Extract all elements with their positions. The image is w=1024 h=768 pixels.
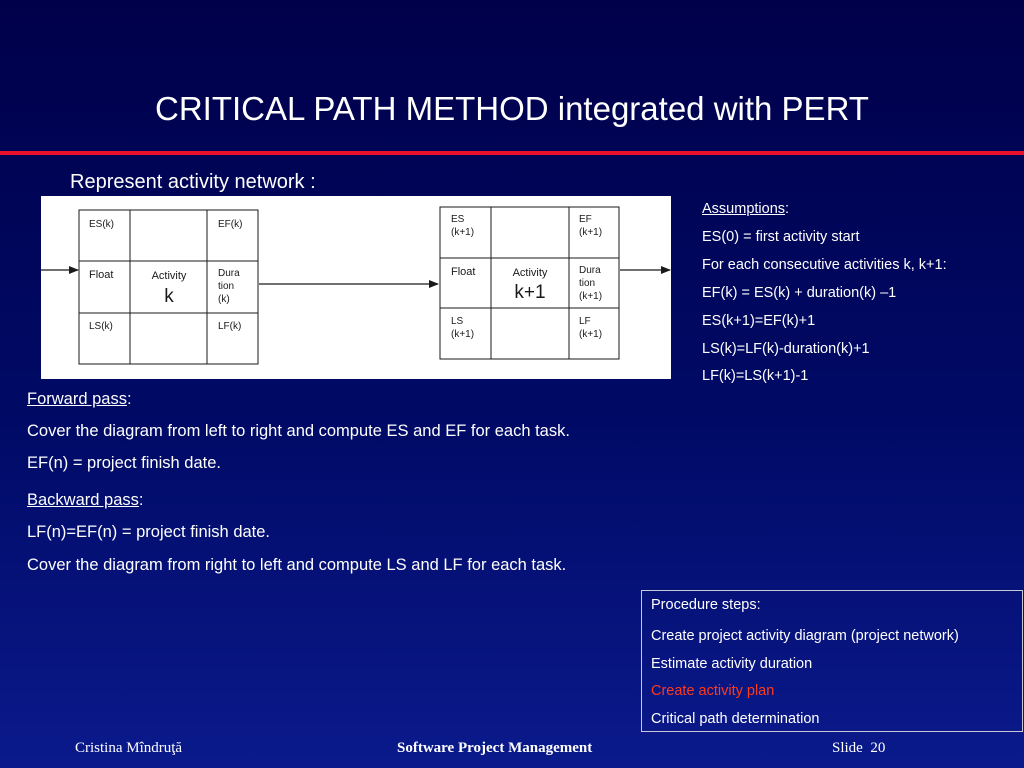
lf-k1-line2: (k+1) [579, 329, 603, 340]
forward-pass-heading [27, 390, 132, 409]
procedure-steps-box [641, 590, 1023, 732]
forward-pass-line: Cover the diagram from left to right and compute ES and EF for each task. [27, 422, 570, 440]
procedure-step: Estimate activity duration [651, 655, 813, 672]
footer-course-title: Software Project Management [397, 740, 593, 756]
assumptions-heading-text: Assumptions [702, 201, 786, 217]
footer-slide-label: Slide [832, 740, 863, 756]
assumption-line: LS(k)=LF(k)-duration(k)+1 [702, 341, 870, 357]
lf-k-label: LF(k) [218, 321, 242, 332]
activity-k1-label: Activity [512, 267, 548, 279]
assumption-line: ES(0) = first activity start [702, 229, 860, 245]
title-divider [0, 151, 1024, 155]
activity-k-label: Activity [151, 270, 187, 282]
backward-pass-heading [27, 491, 143, 510]
diagram-caption: Represent activity network : [70, 171, 316, 193]
forward-pass-line: EF(n) = project finish date. [27, 454, 221, 472]
ef-k1-line1: EF [579, 214, 592, 225]
procedure-step: Critical path determination [651, 710, 820, 727]
backward-pass-line: Cover the diagram from right to left and compute LS and LF for each task. [27, 556, 567, 574]
activity-k-node [79, 210, 258, 364]
activity-k-name: k [164, 286, 174, 307]
assumption-line: ES(k+1)=EF(k)+1 [702, 313, 816, 329]
footer-author: Cristina Mîndruţă [75, 740, 183, 756]
assumption-line: LF(k)=LS(k+1)-1 [702, 368, 809, 384]
es-k-label: ES(k) [89, 219, 114, 230]
duration-k-line3: (k) [218, 294, 230, 305]
assumptions-heading-colon: : [785, 201, 790, 217]
backward-pass-heading-colon: : [138, 491, 144, 509]
forward-pass-heading-text: Forward pass [27, 390, 127, 408]
slide-title: CRITICAL PATH METHOD integrated with PERT [155, 90, 869, 127]
duration-k1-line2: tion [579, 278, 596, 289]
ef-k-label: EF(k) [218, 219, 243, 230]
es-k1-line2: (k+1) [451, 227, 475, 238]
ls-k-label: LS(k) [89, 321, 113, 332]
footer-slide-value: 20 [870, 740, 886, 756]
es-k1-line1: ES [451, 214, 465, 225]
assumptions-heading [702, 201, 789, 217]
backward-pass-heading-text: Backward pass [27, 491, 139, 509]
activity-k1-name: k+1 [514, 282, 546, 303]
activity-network-diagram [41, 196, 671, 379]
duration-k-line1: Dura [218, 268, 240, 279]
procedure-step: Create project activity diagram (project network) [651, 628, 959, 644]
ef-k1-line2: (k+1) [579, 227, 603, 238]
activity-k1-node [440, 207, 619, 359]
assumption-line: EF(k) = ES(k) + duration(k) –1 [702, 285, 897, 301]
duration-k-line2: tion [218, 281, 235, 292]
footer-slide-number [832, 740, 885, 757]
assumption-line: For each consecutive activities k, k+1: [702, 257, 947, 273]
forward-pass-heading-colon: : [126, 390, 132, 408]
float-k-label: Float [89, 269, 114, 281]
ls-k1-line1: LS [451, 316, 464, 327]
ls-k1-line2: (k+1) [451, 329, 475, 340]
backward-pass-line: LF(n)=EF(n) = project finish date. [27, 523, 271, 541]
float-k1-label: Float [451, 266, 476, 278]
duration-k1-line3: (k+1) [579, 291, 603, 302]
duration-k1-line1: Dura [579, 265, 601, 276]
procedure-step-highlighted: Create activity plan [651, 683, 775, 700]
lf-k1-line1: LF [579, 316, 591, 327]
procedure-heading: Procedure steps: [651, 597, 761, 613]
